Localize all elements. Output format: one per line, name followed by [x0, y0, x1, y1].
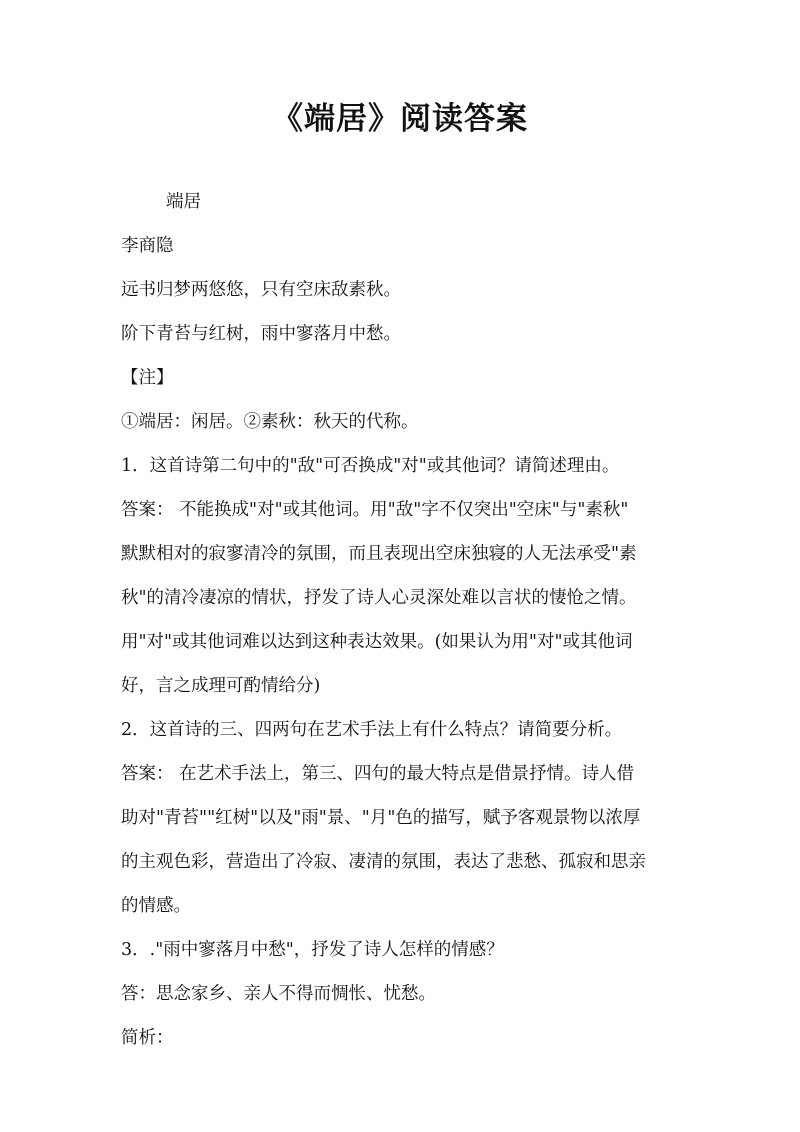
answer-2-line: 的主观色彩，营造出了冷寂、凄清的氛围，表达了悲愁、孤寂和思亲: [121, 852, 646, 872]
answer-1-line: 默默相对的寂寥清冷的氛围，而且表现出空床独寝的人无法承受"素: [121, 544, 637, 564]
notes-heading: 【注】: [121, 368, 174, 388]
notes-text: ①端居：闲居。②素秋：秋天的代称。: [121, 412, 419, 432]
answer-1-line: 秋"的清冷凄凉的情状，抒发了诗人心灵深处难以言状的悽怆之情。: [121, 588, 637, 608]
answer-1-line: 好，言之成理可酌情给分): [121, 676, 321, 696]
question-1: 1．这首诗第二句中的"敌"可否换成"对"或其他词？请简述理由。: [121, 456, 620, 476]
answer-1-line: 用"对"或其他词难以达到这种表达效果。(如果认为用"对"或其他词: [121, 632, 633, 652]
answer-1-line: 答案： 不能换成"对"或其他词。用"敌"字不仅突出"空床"与"素秋": [121, 500, 629, 520]
question-3: 3．."雨中寥落月中愁"，抒发了诗人怎样的情感？: [121, 940, 504, 960]
brief-analysis-label: 简析：: [121, 1028, 174, 1048]
answer-2-line: 的情感。: [121, 896, 191, 916]
answer-2-line: 助对"青苔""红树"以及"雨"景、"月"色的描写，赋予客观景物以浓厚: [121, 808, 641, 828]
answer-2-line: 答案： 在艺术手法上，第三、四句的最大特点是借景抒情。诗人借: [121, 764, 635, 784]
poem-author: 李商隐: [121, 236, 174, 256]
answer-3: 答：思念家乡、亲人不得而惆怅、忧愁。: [121, 984, 436, 1004]
document-title: 《端居》阅读答案: [272, 101, 528, 137]
poem-line: 远书归梦两悠悠，只有空床敌素秋。: [121, 280, 401, 300]
poem-line: 阶下青苔与红树，雨中寥落月中愁。: [121, 324, 401, 344]
poem-title: 端居: [166, 192, 201, 212]
question-2: 2．这首诗的三、四两句在艺术手法上有什么特点？请简要分析。: [121, 720, 623, 740]
